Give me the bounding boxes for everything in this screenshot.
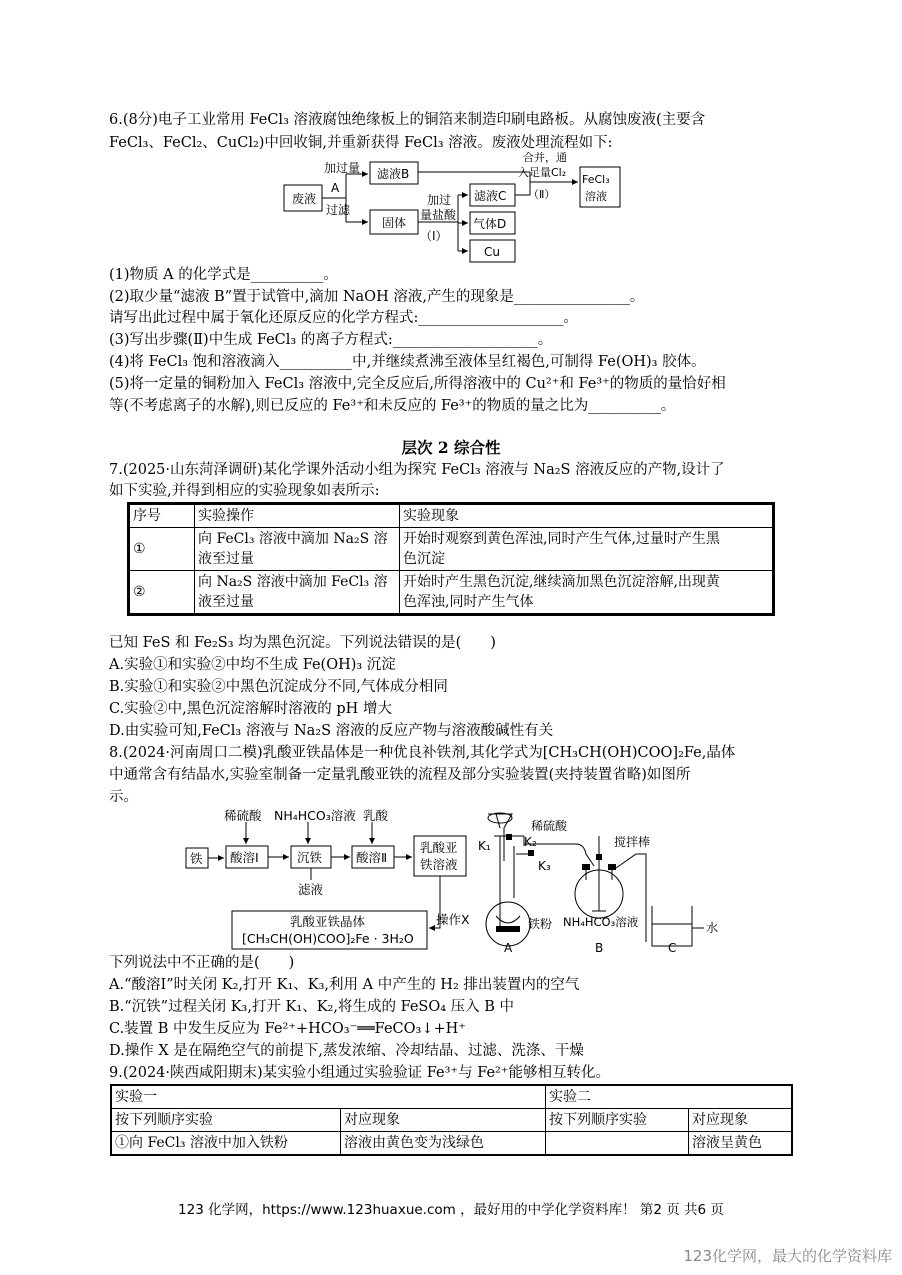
q7-option-a: A.实验①和实验②中均不生成 Fe(OH)₃ 沉淀 xyxy=(109,657,396,673)
q8-option-b: B.“沉铁”过程关闭 K₃,打开 K₁、K₂,将生成的 FeSO₄ 压入 B 中 xyxy=(109,999,515,1015)
table-cell: 溶液呈黄色 xyxy=(689,1132,793,1156)
table-cell xyxy=(546,1132,689,1156)
add-hcl-label-2: 量盐酸 xyxy=(420,208,457,222)
merge-label-2: 入足量Cl₂ xyxy=(518,166,567,179)
header-cell: 按下列顺序实验 xyxy=(546,1109,689,1132)
q8-option-a: A.“酸溶Ⅰ”时关闭 K₂,打开 K₁、K₃,利用 A 中产生的 H₂ 排出装置内的空气 xyxy=(109,977,580,993)
table-row xyxy=(111,1085,792,1109)
step-1-label: （Ⅰ） xyxy=(420,229,448,243)
solution-label-1: 乳酸亚 xyxy=(420,840,458,855)
row-operation-line-1: 向 FeCl₃ 溶液中滴加 Na₂S 溶 xyxy=(198,531,388,547)
q6-part-5b: 等(不考虑离子的水解),则已反应的 Fe³⁺和未反应的 Fe³⁺的物质的量之比为__________。 xyxy=(109,398,676,414)
valve-k3-label: K₃ xyxy=(538,859,551,873)
table-header-row xyxy=(129,504,774,528)
waste-process-flowchart xyxy=(280,152,630,267)
row-operation-line-1: 向 Na₂S 溶液中滴加 FeCl₃ 溶 xyxy=(198,574,388,590)
stirrer-label: 搅拌棒 xyxy=(614,835,651,849)
q8-option-d: D.操作 X 是在隔绝空气的前提下,蒸发浓缩、冷却结晶、过滤、洗涤、干燥 xyxy=(109,1043,584,1059)
valve-k2-label: K₂ xyxy=(524,835,537,849)
add-excess-label: 加过量 xyxy=(324,161,361,175)
q7-line-2: 如下实验,并得到相应的实验现象如表所示: xyxy=(109,483,380,499)
filtrate-b-label: 滤液B xyxy=(377,167,410,181)
acid-dissolve-1-label: 酸溶Ⅰ xyxy=(230,850,259,865)
lactic-acid-label: 乳酸 xyxy=(363,808,389,823)
iron-precipitation-label: 沉铁 xyxy=(297,850,323,865)
iron-powder-label: 铁粉 xyxy=(528,917,553,931)
q7-option-c: C.实验②中,黑色沉淀溶解时溶液的 pH 增大 xyxy=(109,701,392,717)
row-number: ① xyxy=(129,528,195,571)
solid-label: 固体 xyxy=(382,216,407,230)
q6-part-2b: 请写出此过程中属于氧化还原反应的化学方程式:____________________。 xyxy=(109,310,578,326)
row-operation-line-2: 液至过量 xyxy=(198,594,254,610)
row-operation xyxy=(195,571,400,615)
filtrate-label: 滤液 xyxy=(298,882,324,897)
reagent-a-label: A xyxy=(331,181,340,195)
apparatus-nh4hco3-label: NH₄HCO₃溶液 xyxy=(563,915,639,929)
apparatus-a-label: A xyxy=(504,941,513,954)
add-hcl-label-1: 加过 xyxy=(427,193,452,207)
header-cell-operation: 实验操作 xyxy=(195,504,400,528)
solution-label-2: 铁溶液 xyxy=(420,857,458,872)
row-phenomenon xyxy=(400,528,774,571)
water-label: 水 xyxy=(706,921,719,935)
table-row xyxy=(129,571,774,615)
row-phenomenon-line-2: 色沉淀 xyxy=(403,551,445,567)
gas-d-label: 气体D xyxy=(473,217,507,231)
q6-part-2: (2)取少量“滤液 B”置于试管中,滴加 NaOH 溶液,产生的现象是________________。 xyxy=(109,289,645,305)
table-row xyxy=(129,528,774,571)
row-phenomenon-line-1: 开始时观察到黄色浑浊,同时产生气体,过量时产生黑 xyxy=(403,531,720,547)
row-operation xyxy=(195,528,400,571)
q6-line-2: FeCl₃、FeCl₂、CuCl₂)中回收铜,并重新获得 FeCl₃ 溶液。废液处理流程如下: xyxy=(109,135,613,151)
apparatus-b-label: B xyxy=(595,941,604,954)
row-phenomenon-line-1: 开始时产生黑色沉淀,继续滴加黑色沉淀溶解,出现黄 xyxy=(403,574,720,590)
table-row xyxy=(111,1109,792,1132)
row-phenomenon-line-2: 色浑浊,同时产生气体 xyxy=(403,594,534,610)
q6-line-1: 6.(8分)电子工业常用 FeCl₃ 溶液腐蚀绝缘板上的铜箔来制造印刷电路板。从腐蚀废液(主要含 xyxy=(109,112,706,128)
header-cell: 按下列顺序实验 xyxy=(111,1109,341,1132)
header-cell-number: 序号 xyxy=(129,504,195,528)
watermark: 123化学网，最大的化学资料库 xyxy=(683,1247,892,1265)
valve-k1-label: K₁ xyxy=(478,839,491,853)
q7-experiment-table xyxy=(127,502,775,616)
q9-experiment-table xyxy=(110,1084,793,1156)
q7-option-b: B.实验①和实验②中黑色沉淀成分不同,气体成分相同 xyxy=(109,679,448,695)
merge-label-1: 合并，通 xyxy=(523,152,567,164)
q9-line-1: 9.(2024·陕西咸阳期末)某实验小组通过实验验证 Fe³⁺与 Fe²⁺能够相互转化。 xyxy=(109,1065,611,1081)
table-cell: ①向 FeCl₃ 溶液中加入铁粉 xyxy=(111,1132,341,1156)
q8-option-c: C.装置 B 中发生反应为 Fe²⁺+HCO₃⁻══FeCO₃↓+H⁺ xyxy=(109,1021,466,1037)
fecl3-product-label-2: 溶液 xyxy=(585,190,607,203)
step-2-label: （Ⅱ） xyxy=(528,188,556,201)
row-phenomenon xyxy=(400,571,774,615)
section-heading: 层次 2 综合性 xyxy=(401,438,501,457)
q7-line-1: 7.(2025·山东菏泽调研)某化学课外活动小组为探究 FeCl₃ 溶液与 Na₂S 溶液反应的产物,设计了 xyxy=(109,462,725,478)
page-footer: 123 化学网，https://www.123huaxue.com ，最好用的中学化学资料库！ 第2 页 共6 页 xyxy=(178,1202,724,1218)
header-cell: 对应现象 xyxy=(341,1109,546,1132)
copper-label: Cu xyxy=(484,245,500,259)
crystal-formula-label: [CH₃CH(OH)COO]₂Fe · 3H₂O xyxy=(242,931,414,946)
apparatus-diagram xyxy=(476,806,726,954)
experiment-two-header: 实验二 xyxy=(546,1085,793,1109)
q6-part-1: (1)物质 A 的化学式是__________。 xyxy=(109,267,338,283)
header-cell: 对应现象 xyxy=(689,1109,793,1132)
fecl3-product-label-1: FeCl₃ xyxy=(582,173,610,186)
acid-dissolve-2-label: 酸溶Ⅱ xyxy=(356,850,388,865)
q6-part-4: (4)将 FeCl₃ 饱和溶液滴入__________中,并继续煮沸至液体呈红褐色,可制得 Fe(OH)₃ 胶体。 xyxy=(109,354,706,370)
crystal-label: 乳酸亚铁晶体 xyxy=(290,914,366,929)
q8-stem: 下列说法中不正确的是( ) xyxy=(109,955,295,971)
lactate-preparation-flowchart xyxy=(180,808,480,953)
q6-part-5a: (5)将一定量的铜粉加入 FeCl₃ 溶液中,完全反应后,所得溶液中的 Cu²⁺和 Fe³⁺的物质的量恰好相 xyxy=(109,376,726,392)
iron-label: 铁 xyxy=(190,851,203,866)
filter-label: 过滤 xyxy=(326,203,351,217)
q8-line-3: 示。 xyxy=(109,789,138,805)
row-operation-line-2: 液至过量 xyxy=(198,551,254,567)
q8-line-1: 8.(2024·河南周口二模)乳酸亚铁晶体是一种优良补铁剂,其化学式为[CH₃CH(OH)COO]₂Fe,晶体 xyxy=(109,745,736,761)
table-row xyxy=(111,1132,792,1156)
q6-part-3: (3)写出步骤(Ⅱ)中生成 FeCl₃ 的离子方程式:____________________。 xyxy=(109,332,553,348)
waste-liquid-label: 废液 xyxy=(292,192,317,206)
filtrate-c-label: 滤液C xyxy=(474,189,507,203)
apparatus-c-label: C xyxy=(668,941,677,954)
q7-note: 已知 FeS 和 Fe₂S₃ 均为黑色沉淀。下列说法错误的是( ) xyxy=(109,635,496,651)
row-number: ② xyxy=(129,571,195,615)
table-cell: 溶液由黄色变为浅绿色 xyxy=(341,1132,546,1156)
ammonium-bicarbonate-label: NH₄HCO₃溶液 xyxy=(274,808,356,823)
header-cell-phenomenon: 实验现象 xyxy=(400,504,774,528)
apparatus-dilute-acid-label: 稀硫酸 xyxy=(531,819,568,833)
dilute-sulfuric-acid-label: 稀硫酸 xyxy=(224,808,262,823)
q7-option-d: D.由实验可知,FeCl₃ 溶液与 Na₂S 溶液的反应产物与溶液酸碱性有关 xyxy=(109,723,554,739)
experiment-one-header: 实验一 xyxy=(111,1085,546,1109)
q8-line-2: 中通常含有结晶水,实验室制备一定量乳酸亚铁的流程及部分实验装置(夹持装置省略)如图所 xyxy=(109,767,691,783)
operation-x-label: 操作X xyxy=(436,912,470,927)
